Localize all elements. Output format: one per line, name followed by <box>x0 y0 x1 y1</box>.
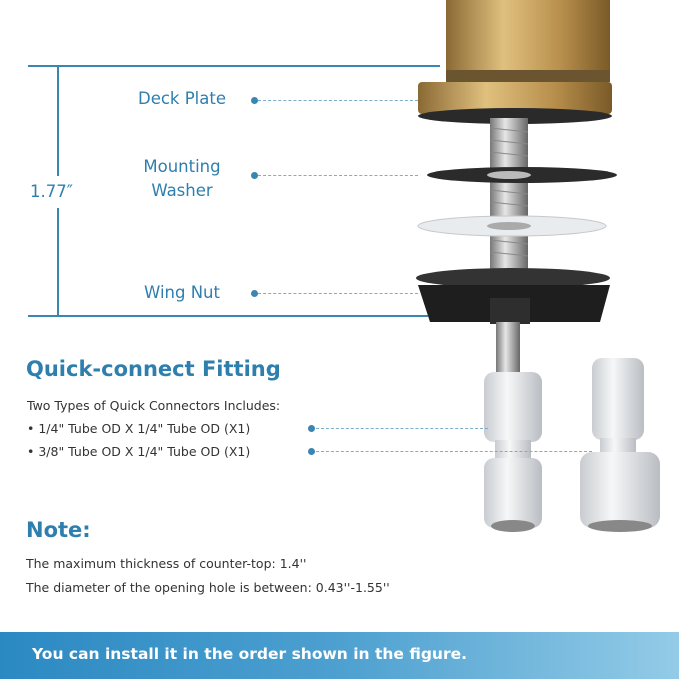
dimension-vertical-line-top <box>57 66 59 176</box>
deck-plate <box>418 82 612 124</box>
item-2-leader-line <box>316 451 592 452</box>
quick-connect-item-2: • 3/8" Tube OD X 1/4" Tube OD (X1) <box>27 444 251 459</box>
deck-plate-label: Deck Plate <box>138 89 226 108</box>
dimension-label: 1.77″ <box>30 182 73 201</box>
wing-nut-leader-line <box>258 293 418 294</box>
item-2-pointer-dot <box>308 448 315 455</box>
note-heading: Note: <box>26 518 91 542</box>
mounting-washer-label-line1: Mounting <box>143 157 221 176</box>
note-line-2: The diameter of the opening hole is between: 0.43''-1.55'' <box>26 580 390 595</box>
quick-connect-intro: Two Types of Quick Connectors Includes: <box>27 398 281 413</box>
mounting-washer <box>427 167 617 183</box>
quick-connector-small <box>484 372 542 532</box>
item-1-leader-line <box>316 428 488 429</box>
note-line-1: The maximum thickness of counter-top: 1.4'' <box>26 556 307 571</box>
quick-connector-large <box>580 358 660 532</box>
quick-connect-item-1: • 1/4" Tube OD X 1/4" Tube OD (X1) <box>27 421 251 436</box>
mounting-washer-label-line2: Washer <box>151 181 213 200</box>
instruction-banner <box>0 632 679 679</box>
quick-connect-heading: Quick-connect Fitting <box>26 357 281 381</box>
stem <box>496 322 520 372</box>
deck-plate-leader-line <box>258 100 418 101</box>
item-1-pointer-dot <box>308 425 315 432</box>
dimension-vertical-line-bottom <box>57 208 59 316</box>
faucet-body <box>446 0 610 82</box>
deck-plate-pointer-dot <box>251 97 258 104</box>
wing-nut-label: Wing Nut <box>144 283 220 302</box>
mounting-washer-leader-line <box>258 175 418 176</box>
clear-washer <box>418 216 606 236</box>
mounting-washer-pointer-dot <box>251 172 258 179</box>
wing-nut-pointer-dot <box>251 290 258 297</box>
dimension-top-line <box>28 65 440 67</box>
threaded-rod <box>490 118 528 273</box>
wing-nut <box>416 268 610 324</box>
instruction-banner-text: You can install it in the order shown in the figure. <box>32 645 467 663</box>
dimension-bottom-line <box>28 315 428 317</box>
